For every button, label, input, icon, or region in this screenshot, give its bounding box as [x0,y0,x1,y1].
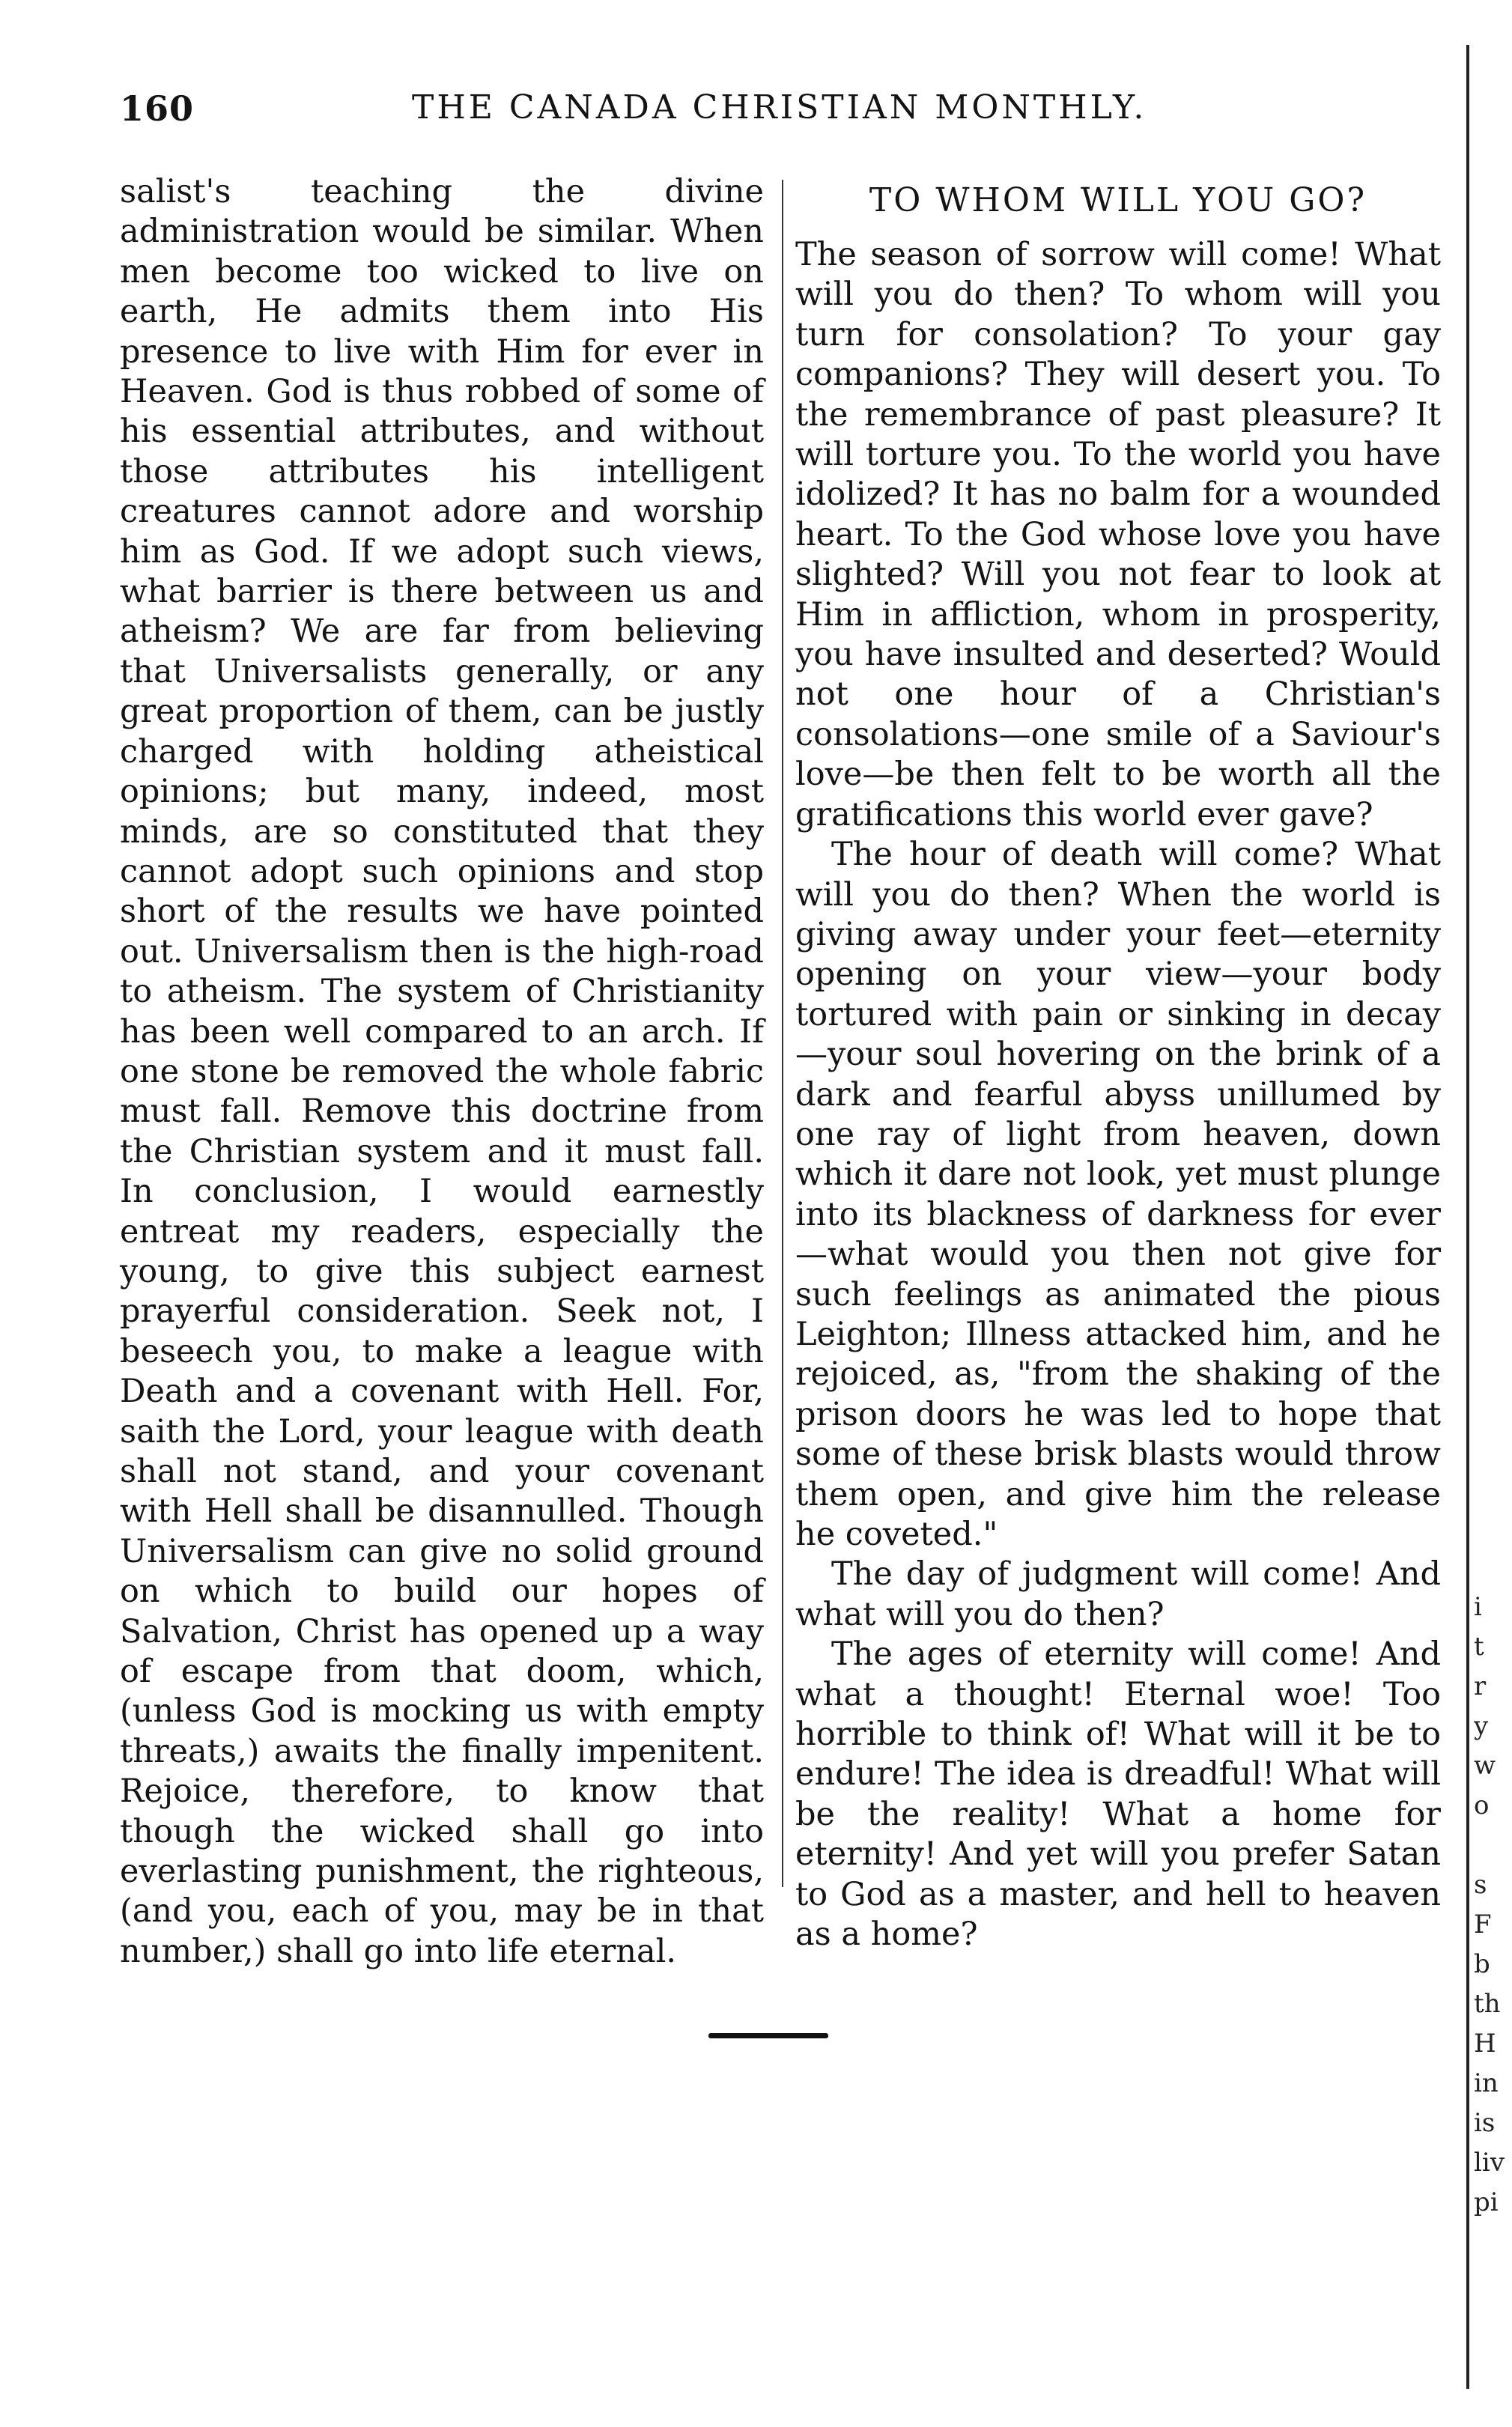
column-divider [782,180,783,1887]
fragment-line: t [1474,1632,1484,1662]
fragment-line: w [1474,1751,1496,1781]
fragment-line: b [1474,1949,1490,1979]
fragment-line: o [1474,1790,1490,1820]
right-paragraph: The season of sorrow will come! What will you do then? To whom will you turn for consolation? To your gay companions? They will desert you. To the remembrance of past pleasure? It will torture you. To the world you have idolized? It has no balm for a wounded heart. To the God whose love you have slighted? Will you not fear to look at Him in affliction, whom in prosperity, you have insulted and deserted? Would not one hour of a Christian's consolations—one smile of a Saviour's love—be then felt to be worth all the gratifications this world ever gave? [795,236,1441,833]
fragment-line: F [1474,1910,1492,1940]
right-column [795,177,1441,1954]
fragment-line [1474,1826,1512,1865]
right-paragraph: The ages of eternity will come! And what a thought! Eternal woe! Too horrible to think of! What will it be to endure! The idea is dreadful! What will be the reality! What a home for eternity! And yet will you prefer Satan to God as a master, and hell to heaven as a home? [795,1635,1441,1954]
fragment-line: th [1474,1989,1501,2019]
fragment-line: y [1474,1711,1489,1741]
left-column [120,172,764,1972]
fragment-line: liv [1474,2148,1505,2178]
page-header [120,88,1161,141]
left-paragraph: salist's teaching the divine administration would be similar. When men become too wicked to live on earth, He admits them into His presence to live with Him for ever in Heaven. God is thus robbed of some of his essential attributes, and without those attributes his intelligent creatures cannot adore and worship him as God. If we adopt such views, what barrier is there between us and atheism? We are far from believing that Universalists generally, or any great proportion of them, can be justly charged with holding atheistical opinions; but many, indeed, most minds, are so constituted that they cannot adopt such opinions and stop short of the results we have pointed out. Universalism then is the high-road to atheism. The system of Christianity has been well compared to an arch. If one stone be removed the whole fabric must fall. Remove this doctrine from the Christian system and it must fall. In conclusion, I would earnestly entreat my readers, especially the young, to give this subject earnest prayerful consideration. Seek not, I beseech you, to make a league with Death and a covenant with Hell. For, saith the Lord, your league with death shall not stand, and your covenant with Hell shall be disannulled. Though Universalism can give no solid ground on which to build our hopes of Salvation, Christ has opened up a way of escape from that doom, which, (unless God is mocking us with empty threats,) awaits the finally impenitent. Rejoice, therefore, to know that though the wicked shall go into everlasting punishment, the righteous, (and you, each of you, may be in that number,) shall go into life eternal. [120,173,764,1970]
fragment-line: H [1474,2029,1496,2059]
section-end-rule [708,2033,828,2038]
running-head: THE CANADA CHRISTIAN MONTHLY. [412,88,1147,127]
fragment-line: is [1474,2108,1496,2138]
fragment-line: in [1474,2068,1499,2098]
article-title: TO WHOM WILL YOU GO? [869,181,1367,219]
fragment-line: pi [1474,2187,1499,2217]
right-paragraph: The hour of death will come? What will you do then? When the world is giving away under your feet—eternity opening on your view—your body tortured with pain or sinking in decay—your soul hovering on the brink of a dark and fearful abyss unillumed by one ray of light from heaven, down which it dare not look, yet must plunge into its blackness of darkness for ever—what would you then not give for such feelings as animated the pious Leighton; Illness attacked him, and he rejoiced, as, "from the shaking of the prison doors he was led to hope that some of these brisk blasts would throw them open, and give him the release he coveted." [795,836,1441,1553]
adjacent-page-fragments [1474,1588,1512,2223]
fragment-line: i [1474,1592,1482,1622]
page-edge-rule [1466,45,1469,2389]
fragment-line: r [1474,1671,1487,1701]
fragment-line: s [1474,1870,1487,1900]
page-number: 160 [120,88,195,129]
right-paragraph: The day of judgment will come! And what will you do then? [795,1555,1441,1633]
